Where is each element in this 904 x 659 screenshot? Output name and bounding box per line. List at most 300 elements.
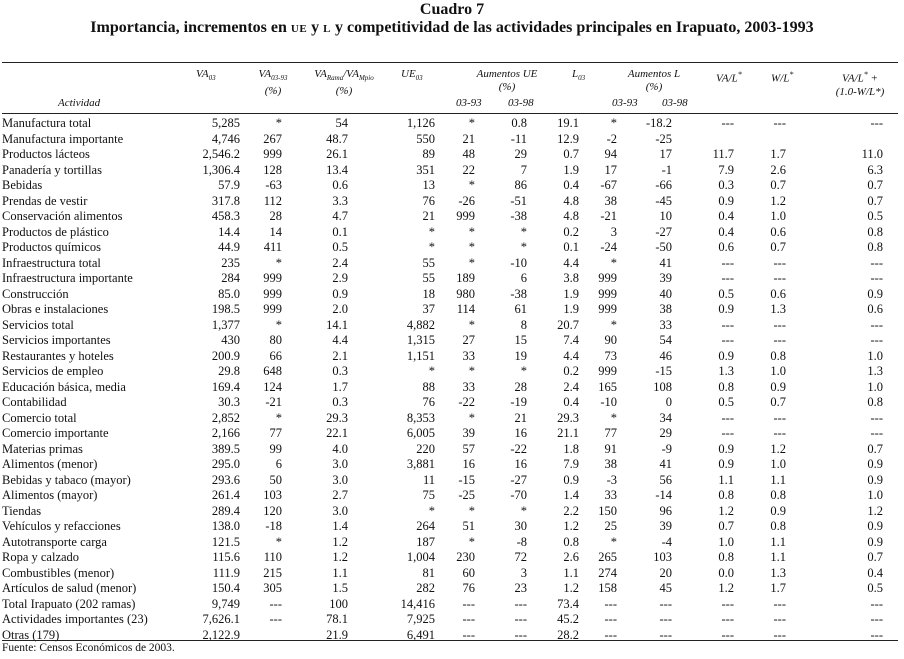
table-row xyxy=(2,473,893,489)
cell-ue03: 55 xyxy=(422,271,435,286)
cell-ue-0393: 27 xyxy=(462,333,475,348)
cell-va03: 295.0 xyxy=(211,457,240,472)
cell-l-0398: -45 xyxy=(655,193,672,208)
cell-l03: 7.9 xyxy=(563,457,579,472)
cell-va-rama-mpio: 4.0 xyxy=(332,441,348,456)
cell-l-0398: 38 xyxy=(659,302,672,317)
cell-va-rama-mpio: 2.4 xyxy=(332,255,348,270)
cell-va-0393: --- xyxy=(269,612,282,627)
header-aumentos-l: Aumentos L (%) xyxy=(627,68,681,93)
cell-va03: 198.5 xyxy=(211,302,240,317)
cell-l-0398: 0 xyxy=(665,395,672,410)
cell-va-rama-mpio: 3.3 xyxy=(332,193,348,208)
cell-va-l: 0.4 xyxy=(718,209,734,224)
cell-l-0393: 91 xyxy=(604,441,617,456)
cell-w-l: 1.3 xyxy=(770,302,786,317)
cell-l-0393: -2 xyxy=(606,131,617,146)
cell-va-0393: -63 xyxy=(265,178,282,193)
header-l-0393: 03-93 xyxy=(612,97,638,109)
cell-l-0393: 265 xyxy=(598,550,617,565)
cell-ue-0398: 0.8 xyxy=(511,116,527,131)
cell-ue-0393: 22 xyxy=(462,162,475,177)
cell-va-0393: 648 xyxy=(263,364,282,379)
cell-va03: 111.9 xyxy=(212,565,240,580)
cell-l-0398: 41 xyxy=(659,457,672,472)
table-row xyxy=(2,225,893,241)
cell-va-rama-mpio: 0.5 xyxy=(332,240,348,255)
cell-ue03: 1,004 xyxy=(406,550,435,565)
cell-va03: 150.4 xyxy=(211,581,240,596)
cell-ue-0398: -19 xyxy=(510,395,527,410)
cell-va-l: 0.8 xyxy=(718,488,734,503)
cell-va-l: 7.9 xyxy=(718,162,734,177)
cell-activity: Restaurantes y hoteles xyxy=(2,348,114,363)
cell-ue-0398: 7 xyxy=(520,162,527,177)
cell-ue-0398: 8 xyxy=(520,317,527,332)
cell-l-0393: 999 xyxy=(598,302,617,317)
cell-va-0393: -21 xyxy=(265,395,282,410)
cell-ue03: * xyxy=(428,224,435,239)
cell-va-rama-mpio: 26.1 xyxy=(326,147,348,162)
cell-l03: 0.8 xyxy=(563,534,579,549)
data-table xyxy=(2,116,893,643)
cell-va-rama-mpio: 14.1 xyxy=(326,317,348,332)
cell-ue-0393: 980 xyxy=(456,286,475,301)
cell-ue-0393: --- xyxy=(462,612,475,627)
cell-va-rama-mpio: 2.7 xyxy=(332,488,348,503)
cell-activity: Comercio importante xyxy=(2,426,109,441)
cell-competitividad: 0.5 xyxy=(867,581,883,596)
cell-l-0393: 38 xyxy=(604,457,617,472)
table-row xyxy=(2,612,893,628)
cell-l03: 1.2 xyxy=(563,581,579,596)
cell-va03: 289.4 xyxy=(211,503,240,518)
cell-va03: 29.8 xyxy=(218,364,240,379)
cell-va-rama-mpio: 2.1 xyxy=(332,348,348,363)
cell-va03: 138.0 xyxy=(211,519,240,534)
cell-va-rama-mpio: 2.9 xyxy=(332,271,348,286)
cell-l-0398: 41 xyxy=(659,255,672,270)
cell-activity: Ropa y calzado xyxy=(2,550,80,565)
cell-competitividad: --- xyxy=(870,627,883,642)
cell-w-l: --- xyxy=(773,410,786,425)
cell-va-l: 1.2 xyxy=(718,503,734,518)
cell-ue-0398: 15 xyxy=(514,333,527,348)
cell-activity: Actividades importantes (23) xyxy=(2,612,148,627)
cell-ue-0398: 16 xyxy=(514,457,527,472)
cell-l03: 29.3 xyxy=(557,410,579,425)
table-row xyxy=(2,581,893,597)
cell-l-0398: -14 xyxy=(655,488,672,503)
cell-competitividad: 1.0 xyxy=(867,348,883,363)
cell-va03: 30.3 xyxy=(218,395,240,410)
cell-va-0393: * xyxy=(275,255,282,270)
cell-l03: 1.2 xyxy=(563,519,579,534)
cell-ue03: 187 xyxy=(416,534,435,549)
cell-va03: 430 xyxy=(221,333,240,348)
cell-va-l: 0.4 xyxy=(718,224,734,239)
cell-va03: 458.3 xyxy=(211,209,240,224)
cell-l-0393: 150 xyxy=(598,503,617,518)
cell-ue-0398: -8 xyxy=(516,534,527,549)
table-row xyxy=(2,519,893,535)
header-w-l: W/L* xyxy=(771,70,794,85)
cell-va-rama-mpio: 22.1 xyxy=(326,426,348,441)
cell-ue-0398: * xyxy=(520,364,527,379)
cell-va03: 14.4 xyxy=(218,224,240,239)
cell-l-0398: 56 xyxy=(659,472,672,487)
table-row xyxy=(2,597,893,613)
table-row xyxy=(2,333,893,349)
cell-l-0393: 3 xyxy=(610,224,617,239)
cell-activity: Infraestructura total xyxy=(2,255,101,270)
cell-ue-0393: -22 xyxy=(458,395,475,410)
cell-l-0393: * xyxy=(610,116,617,131)
cell-w-l: 0.9 xyxy=(770,379,786,394)
cell-ue-0398: 23 xyxy=(514,581,527,596)
table-row xyxy=(2,318,893,334)
table-row xyxy=(2,287,893,303)
table-row xyxy=(2,194,893,210)
cell-l-0398: 46 xyxy=(659,348,672,363)
cell-va-l: 0.5 xyxy=(718,286,734,301)
cell-l-0398: -66 xyxy=(655,178,672,193)
cell-l-0393: 274 xyxy=(598,565,617,580)
table-row xyxy=(2,566,893,582)
table-row xyxy=(2,535,893,551)
cell-va-rama-mpio: 54 xyxy=(335,116,348,131)
cell-ue-0393: 16 xyxy=(462,457,475,472)
cell-va-0393: 215 xyxy=(263,565,282,580)
cell-ue03: 14,416 xyxy=(400,596,435,611)
cell-w-l: 0.7 xyxy=(770,178,786,193)
cell-va-l: 0.9 xyxy=(718,348,734,363)
cell-l-0393: 73 xyxy=(604,348,617,363)
cell-va-rama-mpio: 1.1 xyxy=(332,565,348,580)
cell-ue-0398: 86 xyxy=(514,178,527,193)
cell-ue-0398: -38 xyxy=(510,286,527,301)
source-note: Fuente: Censos Económicos de 2003. xyxy=(2,642,175,654)
cell-l-0398: -9 xyxy=(661,441,672,456)
cell-activity: Combustibles (menor) xyxy=(2,565,115,580)
cell-ue-0398: -70 xyxy=(510,488,527,503)
cell-activity: Manufactura total xyxy=(2,116,92,131)
table-row xyxy=(2,240,893,256)
cell-w-l: --- xyxy=(773,271,786,286)
cell-l-0398: 29 xyxy=(659,426,672,441)
header-rule xyxy=(2,113,898,114)
table-row xyxy=(2,302,893,318)
header-ue-0398: 03-98 xyxy=(508,97,534,109)
table-row xyxy=(2,147,893,163)
table-row xyxy=(2,395,893,411)
cell-va03: 85.0 xyxy=(218,286,240,301)
cell-va-l: 0.8 xyxy=(718,379,734,394)
table-row xyxy=(2,209,893,225)
cell-va-l: --- xyxy=(721,410,734,425)
cell-activity: Obras e instalaciones xyxy=(2,302,109,317)
cell-l-0393: 999 xyxy=(598,286,617,301)
table-title: Importancia, incrementos en UE y L y competitividad de las actividades principales en Irapuato, 2003-1993 xyxy=(90,19,814,36)
header-aumentos-ue: Aumentos UE (%) xyxy=(476,68,538,93)
cell-ue03: 282 xyxy=(416,581,435,596)
cell-competitividad: 0.9 xyxy=(867,286,883,301)
cell-va-rama-mpio: 29.3 xyxy=(326,410,348,425)
cell-ue-0393: * xyxy=(468,410,475,425)
cell-l-0393: 33 xyxy=(604,488,617,503)
cell-l-0393: 94 xyxy=(604,147,617,162)
cell-va03: 200.9 xyxy=(211,348,240,363)
cell-va-rama-mpio: 0.3 xyxy=(332,395,348,410)
cell-l03: 20.7 xyxy=(557,317,579,332)
cell-l03: 4.4 xyxy=(563,255,579,270)
cell-competitividad: 0.8 xyxy=(867,395,883,410)
table-row xyxy=(2,364,893,380)
cell-w-l: 2.6 xyxy=(770,162,786,177)
cell-va-rama-mpio: 3.0 xyxy=(332,503,348,518)
cell-ue03: 4,882 xyxy=(406,317,435,332)
cell-w-l: 1.3 xyxy=(770,565,786,580)
cell-competitividad: 0.9 xyxy=(867,534,883,549)
cell-va-0393: 999 xyxy=(263,271,282,286)
cell-l03: 0.9 xyxy=(563,472,579,487)
cell-ue-0393: --- xyxy=(462,627,475,642)
cell-w-l: 1.7 xyxy=(770,147,786,162)
cell-l-0393: -10 xyxy=(600,395,617,410)
cell-l-0393: 38 xyxy=(604,193,617,208)
cell-l-0393: -24 xyxy=(600,240,617,255)
cell-va-0393: * xyxy=(275,116,282,131)
header-ue03: $UE_{03}$ xyxy=(401,68,423,83)
cell-ue-0398: 3 xyxy=(520,565,527,580)
cell-l03: 2.2 xyxy=(563,503,579,518)
table-row xyxy=(2,271,893,287)
table-row xyxy=(2,116,893,132)
header-ue-0393: 03-93 xyxy=(456,97,482,109)
cell-ue03: 351 xyxy=(416,162,435,177)
header-va-l: VA/L* xyxy=(716,70,742,85)
cell-va-l: 1.3 xyxy=(718,364,734,379)
cell-ue-0393: 33 xyxy=(462,379,475,394)
cell-w-l: 1.2 xyxy=(770,193,786,208)
cell-activity: Alimentos (menor) xyxy=(2,457,98,472)
table-row xyxy=(2,411,893,427)
cell-ue-0398: 29 xyxy=(514,147,527,162)
cell-va-l: 0.9 xyxy=(718,441,734,456)
cell-activity: Otras (179) xyxy=(2,627,60,642)
cell-l03: 4.8 xyxy=(563,209,579,224)
cell-l03: 0.2 xyxy=(563,364,579,379)
cell-va-0393: 128 xyxy=(263,162,282,177)
cell-ue-0393: * xyxy=(468,255,475,270)
cell-va03: 1,377 xyxy=(211,317,240,332)
cell-l-0398: --- xyxy=(659,596,672,611)
cell-va-0393: 999 xyxy=(263,286,282,301)
cell-l-0398: 17 xyxy=(659,147,672,162)
cell-ue-0398: 19 xyxy=(514,348,527,363)
cell-l03: 4.4 xyxy=(563,348,579,363)
cell-ue-0398: * xyxy=(520,240,527,255)
cell-ue-0393: 21 xyxy=(462,131,475,146)
cell-va03: 2,122.9 xyxy=(202,627,240,642)
cell-ue-0398: -27 xyxy=(510,472,527,487)
cell-l03: 0.7 xyxy=(563,147,579,162)
cell-va-l: --- xyxy=(721,333,734,348)
cell-l03: 0.1 xyxy=(563,240,579,255)
cell-l-0398: 34 xyxy=(659,410,672,425)
cell-competitividad: --- xyxy=(870,426,883,441)
cell-va-rama-mpio: 0.3 xyxy=(332,364,348,379)
cell-competitividad: 0.8 xyxy=(867,224,883,239)
cell-ue-0398: --- xyxy=(514,596,527,611)
cell-competitividad: --- xyxy=(870,116,883,131)
cell-w-l: 1.7 xyxy=(770,581,786,596)
cell-ue-0398: 28 xyxy=(514,379,527,394)
cell-va-0393: 305 xyxy=(263,581,282,596)
cell-l-0393: * xyxy=(610,410,617,425)
cell-va-0393: 77 xyxy=(269,426,282,441)
cell-ue-0393: -15 xyxy=(458,472,475,487)
cell-l03: 45.2 xyxy=(557,612,579,627)
cell-va03: 7,626.1 xyxy=(202,612,240,627)
cell-competitividad: 1.3 xyxy=(867,364,883,379)
cell-l-0398: 108 xyxy=(653,379,672,394)
cell-competitividad xyxy=(792,132,893,148)
table-row xyxy=(2,488,893,504)
cell-l-0393: 90 xyxy=(604,333,617,348)
cell-l-0393: --- xyxy=(604,596,617,611)
cell-ue-0393: 76 xyxy=(462,581,475,596)
cell-activity: Bebidas y tabaco (mayor) xyxy=(2,472,131,487)
cell-w-l: 1.0 xyxy=(770,209,786,224)
cell-l-0393: --- xyxy=(604,627,617,642)
cell-activity: Materias primas xyxy=(2,441,83,456)
cell-va03: 261.4 xyxy=(211,488,240,503)
cell-w-l xyxy=(738,132,792,148)
cell-va-rama-mpio: 2.0 xyxy=(332,302,348,317)
cell-va03: 2,166 xyxy=(211,426,240,441)
cell-l-0398: 54 xyxy=(659,333,672,348)
cell-va-0393: 50 xyxy=(269,472,282,487)
cell-ue-0393: 230 xyxy=(456,550,475,565)
cell-ue03: 1,126 xyxy=(406,116,435,131)
table-row xyxy=(2,349,893,365)
cell-va-0393: --- xyxy=(269,596,282,611)
cell-ue-0398: -51 xyxy=(510,193,527,208)
cell-competitividad: 0.7 xyxy=(867,178,883,193)
cell-l-0398: 39 xyxy=(659,271,672,286)
cell-va-l: 1.2 xyxy=(718,581,734,596)
cell-w-l: --- xyxy=(773,333,786,348)
cell-l03: 73.4 xyxy=(557,596,579,611)
cell-va-rama-mpio: 3.0 xyxy=(332,457,348,472)
cell-competitividad: 1.0 xyxy=(867,488,883,503)
cell-ue-0398: 16 xyxy=(514,426,527,441)
cell-ue03: 220 xyxy=(416,441,435,456)
cell-va03: 9,749 xyxy=(211,596,240,611)
cell-va03: 4,746 xyxy=(211,131,240,146)
cell-va-rama-mpio: 78.1 xyxy=(326,612,348,627)
cell-va-rama-mpio: 1.4 xyxy=(332,519,348,534)
cell-w-l: --- xyxy=(773,116,786,131)
table-row xyxy=(2,178,893,194)
cell-l03: 28.2 xyxy=(557,627,579,642)
cell-va-rama-mpio: 13.4 xyxy=(326,162,348,177)
cell-va03: 284 xyxy=(221,271,240,286)
cell-activity: Servicios de empleo xyxy=(2,364,104,379)
cell-va-0393: 6 xyxy=(275,457,282,472)
cell-va-rama-mpio: 4.7 xyxy=(332,209,348,224)
cell-activity: Prendas de vestir xyxy=(2,193,88,208)
cell-activity: Panadería y tortillas xyxy=(2,162,102,177)
cell-l03: 21.1 xyxy=(557,426,579,441)
cell-va-0393: 999 xyxy=(263,147,282,162)
cell-ue-0393: * xyxy=(468,224,475,239)
cell-va-rama-mpio: 0.1 xyxy=(332,224,348,239)
cell-l-0393: -67 xyxy=(600,178,617,193)
cell-va-l: 0.7 xyxy=(718,519,734,534)
cell-ue03: 6,491 xyxy=(406,627,435,642)
cell-ue03: 13 xyxy=(422,178,435,193)
cell-va-l: --- xyxy=(721,317,734,332)
header-l03: $L_{03}$ xyxy=(572,68,586,83)
cell-competitividad: --- xyxy=(870,596,883,611)
cell-ue-0393: 189 xyxy=(456,271,475,286)
cell-va-0393: 14 xyxy=(269,224,282,239)
cell-ue-0398: --- xyxy=(514,627,527,642)
cell-l-0393: * xyxy=(610,534,617,549)
cell-va-0393: -18 xyxy=(265,519,282,534)
cell-activity: Contabilidad xyxy=(2,395,67,410)
cell-ue-0393: * xyxy=(468,116,475,131)
cell-va-rama-mpio: 1.5 xyxy=(332,581,348,596)
cell-ue-0398: --- xyxy=(514,612,527,627)
cell-l-0398: 40 xyxy=(659,286,672,301)
cell-l-0393: -21 xyxy=(600,209,617,224)
cell-l03: 3.8 xyxy=(563,271,579,286)
cell-activity: Productos químicos xyxy=(2,240,101,255)
cell-ue-0393: 48 xyxy=(462,147,475,162)
cell-ue-0393: -25 xyxy=(458,488,475,503)
cell-w-l: 1.2 xyxy=(770,441,786,456)
table-row xyxy=(2,380,893,396)
table-number: Cuadro 7 xyxy=(419,1,485,18)
cell-ue-0398: 6 xyxy=(520,271,527,286)
cell-va03: 44.9 xyxy=(218,240,240,255)
cell-ue03: 76 xyxy=(422,193,435,208)
cell-l-0398: --- xyxy=(659,612,672,627)
table-row xyxy=(2,457,893,473)
cell-ue-0393: * xyxy=(468,240,475,255)
cell-va-l: --- xyxy=(721,116,734,131)
cell-activity: Infraestructura importante xyxy=(2,271,133,286)
cell-competitividad: --- xyxy=(870,317,883,332)
cell-l-0393: 165 xyxy=(598,379,617,394)
cell-w-l: 1.1 xyxy=(770,472,786,487)
cell-l03: 1.9 xyxy=(563,162,579,177)
cell-va03: 2,546.2 xyxy=(202,147,240,162)
cell-ue03: 7,925 xyxy=(406,612,435,627)
cell-ue-0398: -10 xyxy=(510,255,527,270)
cell-w-l: 0.8 xyxy=(770,519,786,534)
cell-ue-0398: -22 xyxy=(510,441,527,456)
table-row xyxy=(2,256,893,272)
cell-l-0398: 39 xyxy=(659,519,672,534)
cell-competitividad: 0.6 xyxy=(867,302,883,317)
cell-va-l: --- xyxy=(721,271,734,286)
cell-ue-0398: 21 xyxy=(514,410,527,425)
cell-w-l: 1.1 xyxy=(770,534,786,549)
